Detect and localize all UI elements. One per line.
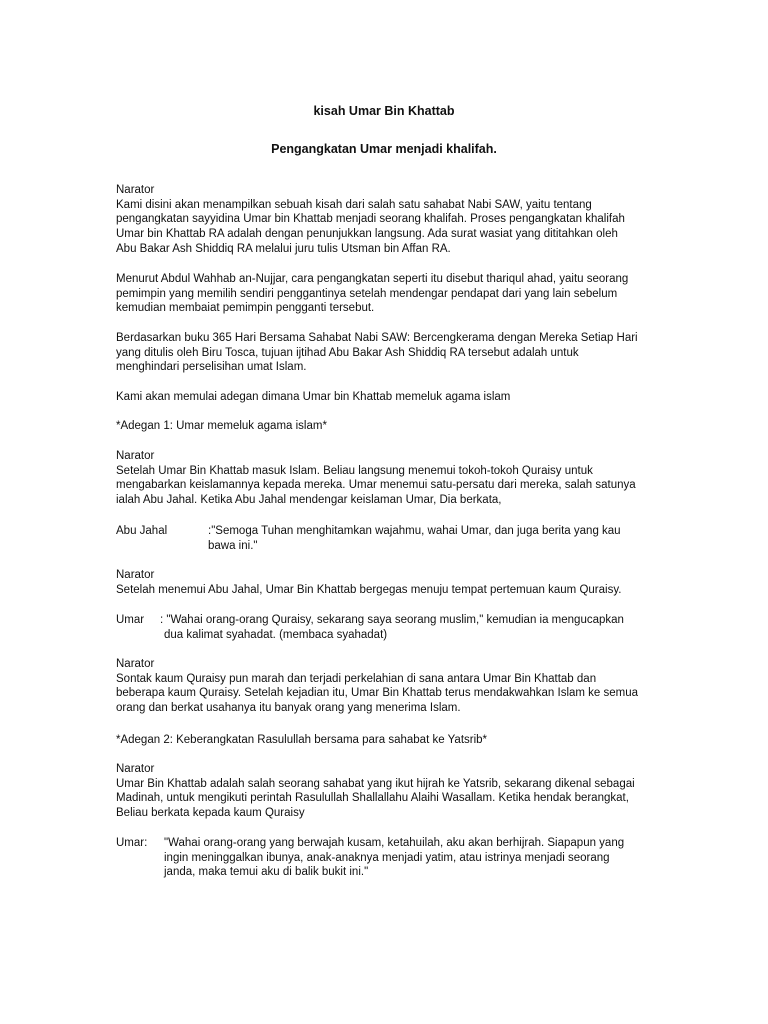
- text-line: mengabarkan keislamannya kepada mereka. Umar menemui satu-persatu dari mereka, salah satunya: [116, 479, 636, 492]
- narration-block-1: [116, 183, 656, 256]
- dialogue-speech-3: [164, 836, 624, 880]
- narrator-label: Narator: [116, 763, 155, 775]
- scene-heading-1: [116, 419, 656, 434]
- text-line: Abu Bakar Ash Shiddiq RA melalui juru tulis Utsman bin Affan RA.: [116, 242, 451, 255]
- dialogue-speaker-umar-2: Umar:: [116, 837, 148, 849]
- dialogue-speaker-umar: Umar: [116, 614, 145, 626]
- text-line: : "Wahai orang-orang Quraisy, sekarang saya seorang muslim," kemudian ia mengucapkan: [160, 614, 624, 626]
- text-line: Setelah menemui Abu Jahal, Umar Bin Khattab bergegas menuju tempat pertemuan kaum Quraisy.: [116, 583, 622, 596]
- narrator-label: Narator: [116, 658, 155, 670]
- narrator-label: Narator: [116, 184, 155, 196]
- dialogue-speech-2: [160, 613, 624, 642]
- text-line: Beliau berkata kepada kaum Quraisy: [116, 807, 305, 820]
- text-line: pemimpin yang memilih sendiri penggantinya setelah mendengar pendapat dari yang lain sebelum: [116, 287, 618, 300]
- document-title: kisah Umar Bin Khattab: [313, 104, 455, 118]
- narration-block-4: [116, 657, 656, 716]
- text-line: Kami disini akan menampilkan sebuah kisah dari salah satu sahabat Nabi SAW, yaitu tentang: [116, 198, 592, 211]
- narration-block-5: [116, 762, 656, 821]
- narration-block-3: [116, 568, 656, 597]
- text-line: janda, maka temui aku di balik bukit ini.": [164, 866, 369, 879]
- text-line: Umar bin Khattab RA adalah dengan penunjukkan langsung. Ada surat wasiat yang dititahkan oleh: [116, 228, 618, 241]
- text-line: pengangkatan sayyidina Umar bin Khattab menjadi seorang khalifah. Proses pengangkatan khalifah: [116, 213, 625, 226]
- text-line: Kami akan memulai adegan dimana Umar bin Khattab memeluk agama islam: [116, 391, 511, 403]
- paragraph-4: [116, 390, 656, 405]
- scene-text: *Adegan 1: Umar memeluk agama islam*: [116, 420, 327, 432]
- text-line: menghindari perselisihan umat Islam.: [116, 361, 307, 374]
- paragraph-3: [116, 331, 656, 375]
- text-line: dua kalimat syahadat. (membaca syahadat): [164, 628, 388, 641]
- text-line: ialah Abu Jahal. Ketika Abu Jahal mendengar keislaman Umar, Dia berkata,: [116, 494, 502, 507]
- text-line: Sontak kaum Quraisy pun marah dan terjadi perkelahian di sana antara Umar Bin Khattab dan: [116, 672, 597, 685]
- text-line: bawa ini.": [208, 539, 258, 552]
- text-line: ingin meninggalkan ibunya, anak-anaknya menjadi yatim, atau istrinya menjadi seorang: [164, 851, 610, 864]
- text-line: Menurut Abdul Wahhab an-Nujjar, cara pengangkatan seperti itu disebut thariqul ahad, yaitu seorang: [116, 273, 629, 285]
- narrator-label: Narator: [116, 450, 155, 462]
- paragraph-2: [116, 272, 656, 316]
- text-line: orang dan berkat usahanya itu banyak orang yang menerima Islam.: [116, 702, 461, 715]
- text-line: yang ditulis oleh Biru Tosca, tujuan ijtihad Abu Bakar Ash Shiddiq RA tersebut adalah untuk: [116, 346, 579, 359]
- dialogue-speech-1: [208, 524, 621, 553]
- scene-text: *Adegan 2: Keberangkatan Rasulullah bersama para sahabat ke Yatsrib*: [116, 734, 488, 746]
- text-line: beberapa kaum Quraisy. Setelah kejadian itu, Umar Bin Khattab terus mendakwahkan Islam ke semua: [116, 687, 639, 700]
- narrator-label: Narator: [116, 569, 155, 581]
- text-line: Umar Bin Khattab adalah salah seorang sahabat yang ikut hijrah ke Yatsrib, sekarang dikenal sebagai: [116, 777, 635, 790]
- text-line: Berdasarkan buku 365 Hari Bersama Sahabat Nabi SAW: Bercengkerama dengan Mereka Setiap Hari: [116, 332, 638, 344]
- scene-heading-2: [116, 733, 656, 748]
- text-line: Setelah Umar Bin Khattab masuk Islam. Beliau langsung menemui tokoh-tokoh Quraisy untuk: [116, 464, 593, 477]
- text-line: Madinah, untuk mengikuti perintah Rasulullah Shallallahu Alaihi Wasallam. Ketika hendak berangkat,: [116, 792, 629, 805]
- dialogue-speaker-abu-jahal: Abu Jahal: [116, 525, 168, 537]
- text-line: :"Semoga Tuhan menghitamkan wajahmu, wahai Umar, dan juga berita yang kau: [208, 525, 621, 537]
- text-line: kemudian membaiat pemimpin pengganti tersebut.: [116, 302, 375, 315]
- text-line: "Wahai orang-orang yang berwajah kusam, ketahuilah, aku akan berhijrah. Siapapun yang: [164, 837, 625, 849]
- document-subtitle: Pengangkatan Umar menjadi khalifah.: [271, 142, 497, 156]
- narration-block-2: [116, 449, 656, 508]
